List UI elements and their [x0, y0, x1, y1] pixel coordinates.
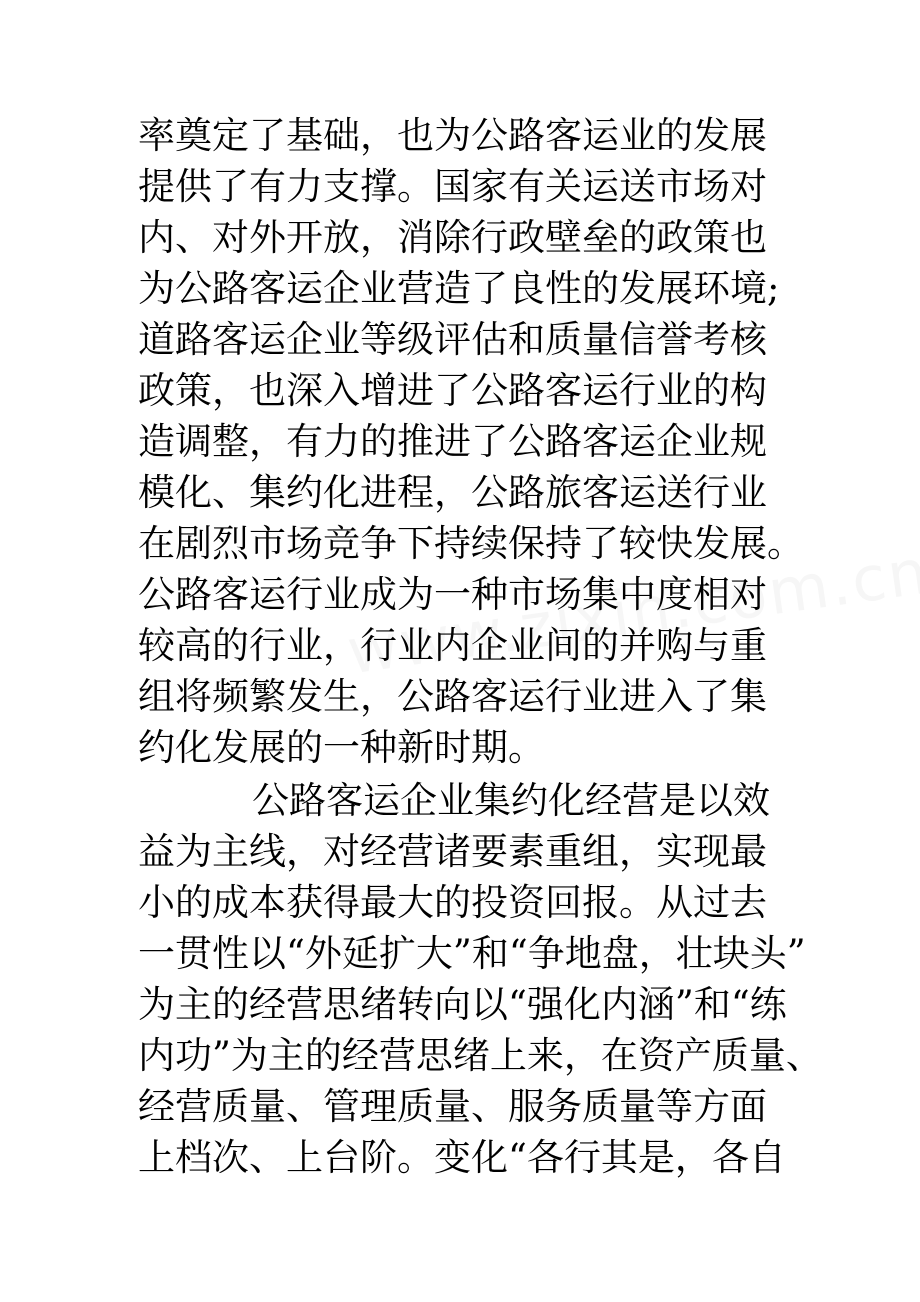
text-line: 小的成本获得最大的投资回报。从过去	[138, 881, 767, 924]
text-line: 较高的行业，行业内企业间的并购与重	[138, 624, 767, 667]
text-line: 组将频繁发生，公路客运行业进入了集	[138, 675, 767, 718]
text-line: 造调整，有力的推进了公路客运企业规	[138, 420, 767, 463]
text-line: 益为主线，对经营诸要素重组，实现最	[138, 830, 767, 873]
text-line: 公路客运企业集约化经营是以效	[252, 779, 770, 822]
text-line: 上档次、上台阶。变化“各行其是，各自	[138, 1136, 786, 1179]
text-line: 模化、集约化进程，公路旅客运送行业	[138, 471, 767, 514]
text-line: 在剧烈市场竞争下持续保持了较快发展。	[138, 522, 804, 565]
text-line: 率奠定了基础，也为公路客运业的发展	[138, 114, 767, 157]
text-line: 道路客运企业等级评估和质量信誉考核	[138, 318, 767, 361]
text-line: 政策，也深入增进了公路客运行业的构	[138, 369, 767, 412]
text-line: 经营质量、管理质量、服务质量等方面	[138, 1085, 767, 1128]
paragraph-1	[138, 110, 804, 773]
text-line: 约化发展的一种新时期。	[138, 726, 545, 769]
text-line: 一贯性以“外延扩大”和“争地盘，壮块头”	[138, 932, 806, 975]
paragraph-2	[138, 775, 823, 1183]
text-line: 提供了有力支撑。国家有关运送市场对	[138, 165, 767, 208]
text-line: 内、对外开放，消除行政壁垒的政策也	[138, 216, 767, 259]
text-line: 公路客运行业成为一种市场集中度相对	[138, 573, 767, 616]
body-text	[138, 110, 823, 1183]
text-line: 为主的经营思绪转向以“强化内涵”和“练	[138, 983, 787, 1026]
text-line: 内功”为主的经营思绪上来，在资产质量、	[138, 1034, 823, 1077]
text-line: 为公路客运企业营造了良性的发展环境;	[138, 267, 780, 310]
